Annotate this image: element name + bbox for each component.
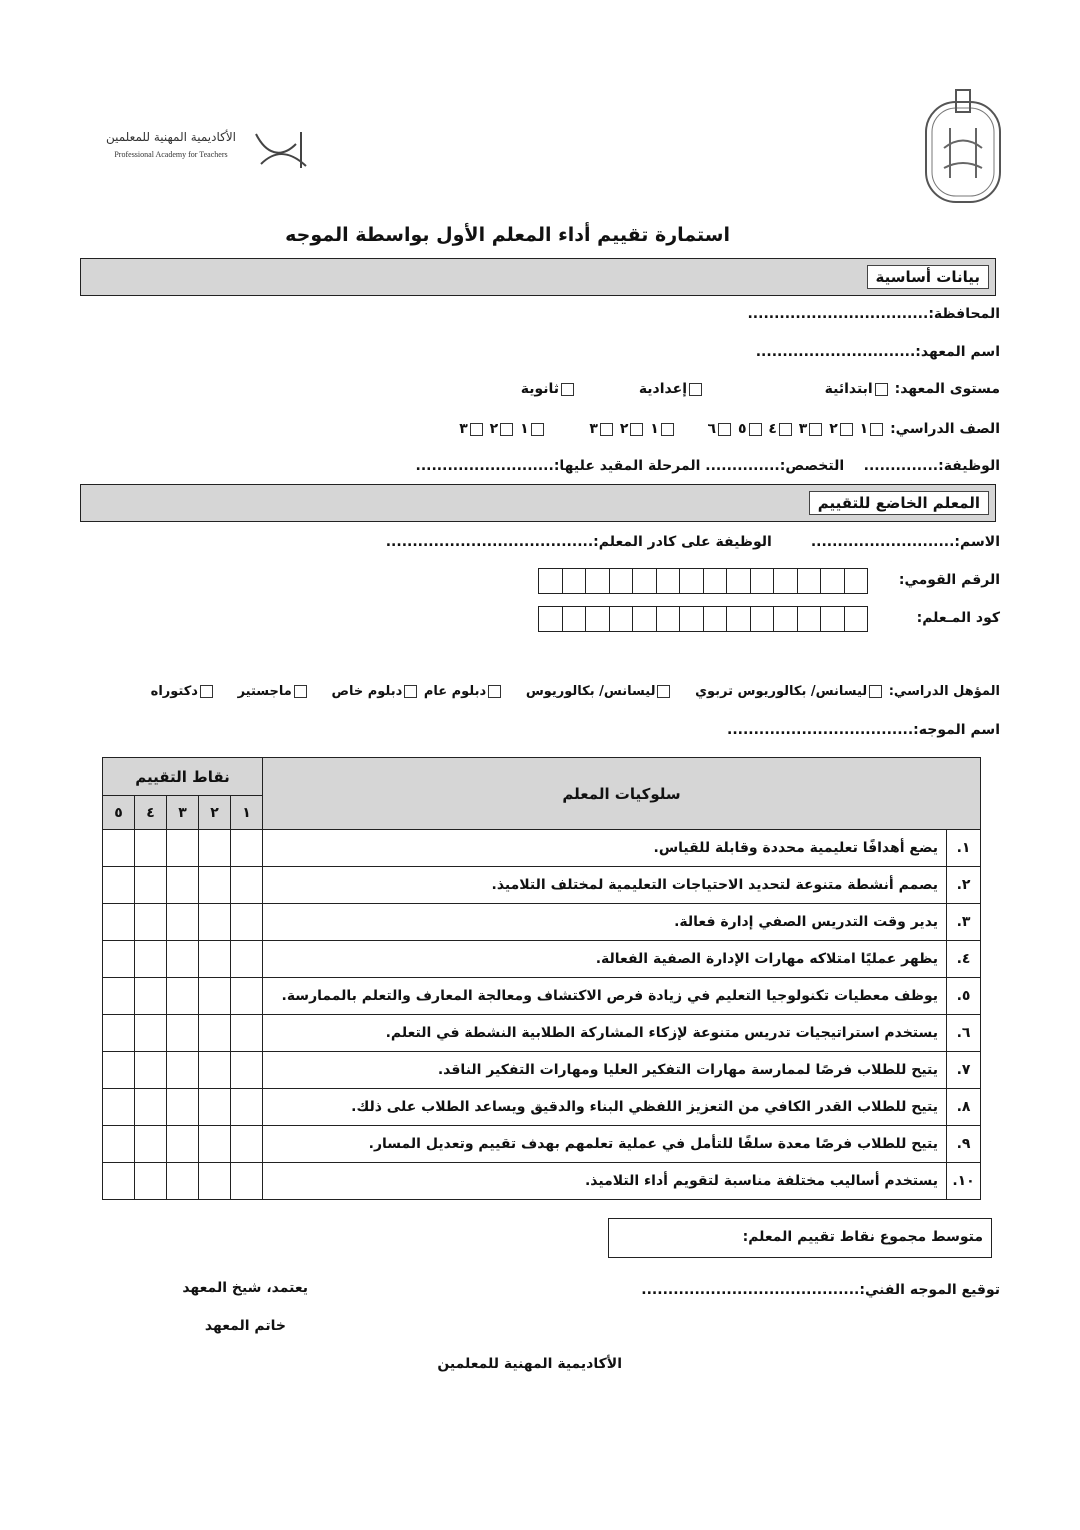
table-row bbox=[103, 830, 981, 867]
score-cell[interactable] bbox=[167, 978, 199, 1015]
row-number: ٥. bbox=[947, 978, 981, 1015]
score-cell[interactable] bbox=[199, 1163, 231, 1200]
grade-checkbox[interactable] bbox=[779, 423, 792, 436]
behavior-text: يستخدم أساليب مختلفة مناسبة لتقويم أداء التلاميذ. bbox=[263, 1163, 947, 1200]
row-number: ٩. bbox=[947, 1126, 981, 1163]
score-cell[interactable] bbox=[199, 941, 231, 978]
score-cell[interactable] bbox=[167, 941, 199, 978]
form-title: استمارة تقييم أداء المعلم الأول بواسطة الموجه bbox=[285, 224, 730, 246]
institute-stamp-label: خاتم المعهد bbox=[204, 1318, 286, 1334]
teacher-name-field[interactable]: ........................... bbox=[810, 534, 955, 550]
score-cell[interactable] bbox=[135, 978, 167, 1015]
qualification-checkbox[interactable] bbox=[404, 685, 417, 698]
table-row bbox=[103, 1163, 981, 1200]
job-row bbox=[416, 458, 1000, 474]
behavior-text: يدير وقت التدريس الصفي إدارة فعالة. bbox=[263, 904, 947, 941]
score-cell[interactable] bbox=[199, 1089, 231, 1126]
grades-prep-group bbox=[585, 421, 676, 437]
score-cell[interactable] bbox=[103, 1089, 135, 1126]
behavior-text: يضع أهدافًا تعليمية محددة وقابلة للقياس. bbox=[263, 830, 947, 867]
score-cell[interactable] bbox=[103, 1126, 135, 1163]
grades-primary-group bbox=[703, 421, 886, 437]
azhar-seal-icon bbox=[922, 88, 1004, 206]
grade-number: ٢ bbox=[489, 421, 499, 437]
teacher-code-boxes[interactable] bbox=[538, 606, 868, 632]
level-prep-option bbox=[639, 381, 704, 397]
teacher-section-title: المعلم الخاضع للتقييم bbox=[809, 491, 989, 515]
score-cell[interactable] bbox=[103, 830, 135, 867]
score-cell[interactable] bbox=[167, 1089, 199, 1126]
specialty-label: التخصص: bbox=[779, 458, 845, 474]
grade-checkbox[interactable] bbox=[870, 423, 883, 436]
qualification-checkbox[interactable] bbox=[657, 685, 670, 698]
qualification-option: ليسانس/ بكالوريوس bbox=[525, 684, 656, 699]
institute-label: اسم المعهد: bbox=[915, 344, 1000, 360]
grade-number: ١ bbox=[520, 421, 529, 437]
score-cell[interactable] bbox=[103, 978, 135, 1015]
national-id-label: الرقم القومي: bbox=[898, 572, 1000, 588]
score-cell[interactable] bbox=[199, 978, 231, 1015]
behavior-text: يصمم أنشطة متنوعة لتحديد الاحتياجات التعليمية لمختلف التلاميذ. bbox=[263, 867, 947, 904]
score-cell[interactable] bbox=[167, 867, 199, 904]
qualification-label: المؤهل الدراسي: bbox=[888, 684, 1000, 699]
behavior-text: يتيح للطلاب فرصًا لممارسة مهارات التفكير العليا ومهارات التفكير الناقد. bbox=[263, 1052, 947, 1089]
score-cell[interactable] bbox=[199, 867, 231, 904]
score-cell[interactable] bbox=[135, 1163, 167, 1200]
grade-checkbox[interactable] bbox=[840, 423, 853, 436]
institute-row bbox=[756, 344, 1000, 360]
score-cell[interactable] bbox=[167, 904, 199, 941]
table-row bbox=[103, 978, 981, 1015]
level-secondary-label: ثانوية bbox=[520, 381, 559, 397]
governorate-field[interactable]: .................................. bbox=[747, 306, 929, 322]
score-cell[interactable] bbox=[135, 904, 167, 941]
grade-label: الصف الدراسي: bbox=[890, 421, 1000, 437]
teacher-code-label: كود المـعلم: bbox=[916, 610, 1000, 626]
governorate-label: المحافظة: bbox=[928, 306, 1000, 322]
score-cell[interactable] bbox=[231, 1015, 263, 1052]
level-secondary-checkbox[interactable] bbox=[561, 383, 574, 396]
stage-field[interactable]: .......................... bbox=[415, 458, 554, 474]
institute-field[interactable]: .............................. bbox=[755, 344, 916, 360]
grade-checkbox[interactable] bbox=[531, 423, 544, 436]
score-cell[interactable] bbox=[231, 941, 263, 978]
score-cell[interactable] bbox=[135, 941, 167, 978]
score-cell[interactable] bbox=[135, 1089, 167, 1126]
teacher-bar bbox=[80, 484, 996, 522]
evaluation-table bbox=[102, 757, 981, 1200]
behavior-text: يوظف معطيات تكنولوجيا التعليم في زيادة فرص الاكتشاف ومعالجة المعارف والتعلم بالممارسة. bbox=[263, 978, 947, 1015]
table-row bbox=[103, 941, 981, 978]
behavior-text: يتيح للطلاب القدر الكافي من التعزيز اللفظي البناء والدقيق ويساعد الطلاب على ذلك. bbox=[263, 1089, 947, 1126]
score-cell[interactable] bbox=[103, 1163, 135, 1200]
average-score-box[interactable] bbox=[608, 1218, 992, 1258]
score-cell[interactable] bbox=[231, 867, 263, 904]
qualification-option: ماجستير bbox=[237, 684, 292, 699]
grade-checkbox[interactable] bbox=[661, 423, 674, 436]
row-number: ٧. bbox=[947, 1052, 981, 1089]
score-cell[interactable] bbox=[167, 1126, 199, 1163]
table-row bbox=[103, 867, 981, 904]
score-cell[interactable] bbox=[135, 867, 167, 904]
grade-number: ٣ bbox=[589, 421, 598, 437]
grade-number: ١ bbox=[650, 421, 659, 437]
job-field[interactable]: .............. bbox=[863, 458, 939, 474]
score-cell[interactable] bbox=[199, 1015, 231, 1052]
level-primary-checkbox[interactable] bbox=[875, 383, 888, 396]
score-cell[interactable] bbox=[135, 830, 167, 867]
qualification-row bbox=[151, 684, 1000, 699]
average-score-label: متوسط مجموع نقاط تقييم المعلم: bbox=[742, 1229, 983, 1245]
score-cell[interactable] bbox=[231, 830, 263, 867]
teacher-name-label: الاسم: bbox=[954, 534, 1000, 550]
table-row bbox=[103, 1015, 981, 1052]
score-cell[interactable] bbox=[231, 1126, 263, 1163]
grade-number: ٢ bbox=[829, 421, 838, 437]
points-header: نقاط التقييم bbox=[103, 758, 263, 796]
qualification-checkbox[interactable] bbox=[294, 685, 307, 698]
basic-data-title: بيانات أساسية bbox=[867, 265, 989, 289]
academy-name: الأكاديمية المهنية للمعلمين bbox=[437, 1356, 622, 1372]
grade-number: ١ bbox=[859, 421, 869, 437]
grade-checkbox[interactable] bbox=[718, 423, 731, 436]
cadre-label: الوظيفة على كادر المعلم: bbox=[593, 534, 772, 550]
grade-checkbox[interactable] bbox=[500, 423, 513, 436]
logo-english-text: Professional Academy for Teachers bbox=[114, 150, 228, 159]
score-cell[interactable] bbox=[199, 1126, 231, 1163]
score-cell[interactable] bbox=[135, 1015, 167, 1052]
score-cell[interactable] bbox=[103, 941, 135, 978]
row-number: ٢. bbox=[947, 867, 981, 904]
signature-label: توقيع الموجه الفني: bbox=[859, 1282, 1000, 1298]
point-label: ١ bbox=[231, 796, 263, 830]
table-row bbox=[103, 904, 981, 941]
score-cell[interactable] bbox=[103, 1052, 135, 1089]
score-cell[interactable] bbox=[231, 904, 263, 941]
grade-number: ٣ bbox=[459, 421, 468, 437]
grade-row bbox=[459, 421, 1000, 437]
specialty-field[interactable]: .............. bbox=[705, 458, 780, 474]
logo-arabic-text: الأكاديمية المهنية للمعلمين bbox=[105, 130, 236, 144]
row-number: ٣. bbox=[947, 904, 981, 941]
row-number: ١. bbox=[947, 830, 981, 867]
governorate-row bbox=[747, 306, 1000, 322]
score-cell[interactable] bbox=[231, 1089, 263, 1126]
behavior-text: يتيح للطلاب فرصًا معدة سلفًا للتأمل في عملية تعلمهم بهدف تقييم وتعديل المسار. bbox=[263, 1126, 947, 1163]
score-cell[interactable] bbox=[231, 1163, 263, 1200]
point-label: ٤ bbox=[135, 796, 167, 830]
national-id-boxes[interactable] bbox=[538, 568, 868, 594]
qualification-option: ليسانس/ بكالوريوس تربوي bbox=[695, 684, 868, 699]
row-number: ٨. bbox=[947, 1089, 981, 1126]
supervisor-row bbox=[727, 722, 1000, 738]
row-number: ٤. bbox=[947, 941, 981, 978]
grade-number: ٦ bbox=[707, 421, 717, 437]
score-cell[interactable] bbox=[167, 1163, 199, 1200]
row-number: ١٠. bbox=[947, 1163, 981, 1200]
grade-number: ٤ bbox=[768, 421, 777, 437]
level-primary-label: ابتدائية bbox=[824, 381, 873, 397]
grade-number: ٥ bbox=[737, 421, 747, 437]
score-cell[interactable] bbox=[167, 1052, 199, 1089]
behaviors-header: سلوكيات المعلم bbox=[263, 758, 981, 830]
teacher-name-row bbox=[386, 534, 1000, 550]
supervisor-field[interactable]: ................................... bbox=[727, 722, 914, 738]
level-prep-label: إعدادية bbox=[638, 381, 687, 397]
score-cell[interactable] bbox=[167, 830, 199, 867]
score-cell[interactable] bbox=[199, 1052, 231, 1089]
grades-secondary-group bbox=[459, 421, 545, 437]
score-cell[interactable] bbox=[135, 1052, 167, 1089]
point-label: ٢ bbox=[199, 796, 231, 830]
point-label: ٥ bbox=[103, 796, 135, 830]
stage-label: المرحلة المقيد عليها: bbox=[553, 458, 701, 474]
table-row bbox=[103, 1052, 981, 1089]
score-cell[interactable] bbox=[103, 867, 135, 904]
level-label: مستوى المعهد: bbox=[894, 381, 1000, 397]
grade-checkbox[interactable] bbox=[749, 423, 762, 436]
score-cell[interactable] bbox=[103, 1015, 135, 1052]
grade-checkbox[interactable] bbox=[809, 423, 822, 436]
approved-label: يعتمد، شيخ المعهد bbox=[182, 1280, 308, 1296]
grade-checkbox[interactable] bbox=[470, 423, 483, 436]
table-row bbox=[103, 1126, 981, 1163]
qualification-option: دبلوم خاص bbox=[331, 684, 403, 699]
qualification-option: دبلوم عام bbox=[423, 684, 487, 699]
level-prep-checkbox[interactable] bbox=[689, 383, 702, 396]
academy-logo bbox=[96, 124, 311, 174]
institute-level-row bbox=[520, 381, 1000, 397]
grade-checkbox[interactable] bbox=[630, 423, 643, 436]
point-label: ٣ bbox=[167, 796, 199, 830]
score-cell[interactable] bbox=[199, 830, 231, 867]
signature-field[interactable]: ......................................... bbox=[641, 1282, 860, 1298]
table-row bbox=[103, 1089, 981, 1126]
score-cell[interactable] bbox=[231, 1052, 263, 1089]
supervisor-label: اسم الموجه: bbox=[913, 722, 1000, 738]
cadre-field[interactable]: ....................................... bbox=[385, 534, 594, 550]
score-cell[interactable] bbox=[135, 1126, 167, 1163]
score-cell[interactable] bbox=[167, 1015, 199, 1052]
score-cell[interactable] bbox=[199, 904, 231, 941]
signature-row bbox=[641, 1282, 1000, 1298]
basic-data-bar bbox=[80, 258, 996, 296]
score-cell[interactable] bbox=[231, 978, 263, 1015]
behavior-text: يستخدم استراتيجيات تدريس متنوعة لإزكاء المشاركة الطلابية النشطة في التعلم. bbox=[263, 1015, 947, 1052]
score-cell[interactable] bbox=[103, 904, 135, 941]
grade-number: ٣ bbox=[798, 421, 808, 437]
row-number: ٦. bbox=[947, 1015, 981, 1052]
qualification-checkbox[interactable] bbox=[488, 685, 501, 698]
job-label: الوظيفة: bbox=[938, 458, 1000, 474]
grade-checkbox[interactable] bbox=[600, 423, 613, 436]
level-secondary-option bbox=[521, 381, 576, 397]
grade-number: ٢ bbox=[619, 421, 629, 437]
qualification-checkbox[interactable] bbox=[869, 685, 882, 698]
behavior-text: يظهر عمليًا امتلاكه مهارات الإدارة الصفية الفعالة. bbox=[263, 941, 947, 978]
qualification-checkbox[interactable] bbox=[200, 685, 213, 698]
qualification-option: دكتوراه bbox=[150, 684, 198, 699]
